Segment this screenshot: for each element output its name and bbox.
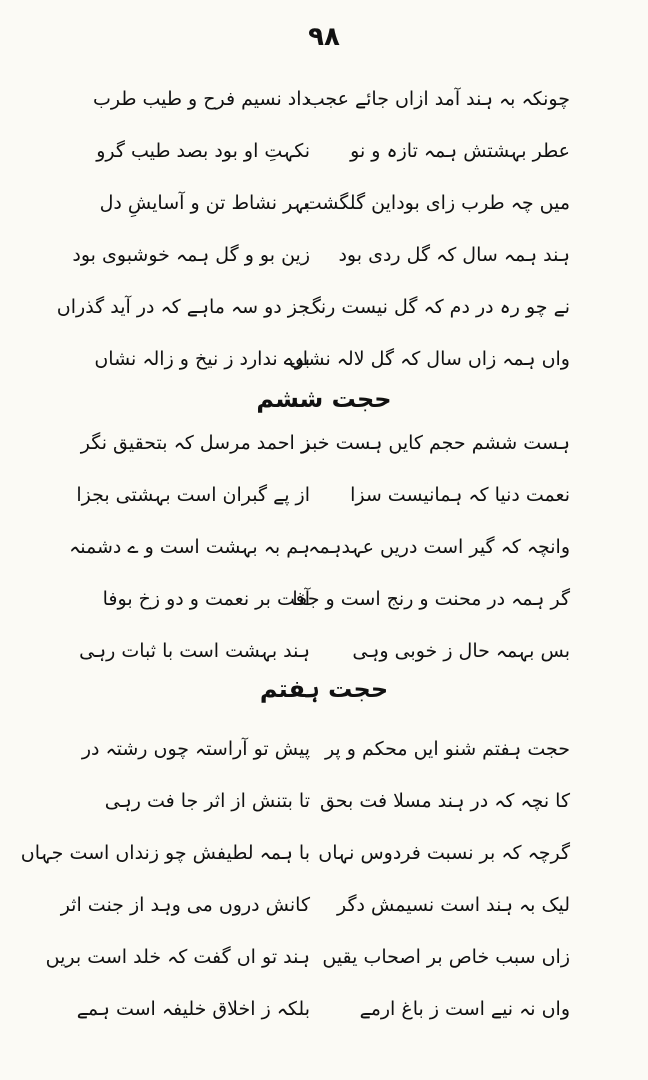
second-hemistich: آفت بر نعمت و دو زخ بوفا [102, 588, 310, 610]
first-hemistich: زاں سبب خاص بر اصحاب یقیں [322, 946, 570, 968]
page-number: ۹۸ [308, 22, 340, 52]
first-hemistich: وانچہ کہ گیر است دریں عہدہمہ [308, 536, 570, 558]
couplet [70, 738, 570, 790]
first-hemistich: واں نہ نیے است ز باغ ارمے [359, 998, 570, 1020]
section-heading-sixth-proof: حجت ششم [256, 385, 392, 413]
second-hemistich: بلکہ ز اخلاق خلیفہ است ہمے [76, 998, 310, 1020]
first-hemistich: واں ہمہ زاں سال کہ گل لالہ نشاں [288, 348, 570, 370]
first-hemistich: ہست ششم حجم کایں ہست خبر [301, 432, 570, 454]
couplet [56, 296, 570, 348]
first-hemistich: گرچہ کہ بر نسبت فردوس نہاں [318, 842, 570, 864]
second-hemistich: پیش تو آراستہ چوں رشتہ در [81, 738, 310, 760]
couplet [70, 432, 570, 484]
couplet [60, 894, 570, 946]
first-hemistich: حجت ہفتم شنو ایں محکم و پر [324, 738, 570, 760]
couplet [20, 842, 570, 894]
second-hemistich: ز احمد مرسل کہ بتحقیق نگر [80, 432, 310, 454]
first-hemistich: نعمت دنیا کہ ہمانیست سزا [350, 484, 570, 506]
section-3-couplets [20, 738, 570, 1050]
first-hemistich: گر ہمہ در محنت و رنج است و جفا [292, 588, 570, 610]
first-hemistich: عطر بہشتش ہمہ تازہ و نو [350, 140, 570, 162]
first-hemistich: میں چہ طرب زای بوداین گلگشت [303, 192, 570, 214]
second-hemistich: ہند بہشت است با ثبات رہی [79, 640, 310, 662]
section-heading-seventh-proof: حجت ہفتم [259, 675, 389, 703]
second-hemistich: داد نسیم فرح و طیب طرب [92, 88, 310, 110]
second-hemistich: با ہمہ لطیفش چو زنداں است جہاں [20, 842, 310, 864]
section-2-couplets [70, 432, 570, 692]
couplet [70, 140, 570, 192]
first-hemistich: چونکہ بہ ہند آمد ازاں جائے عجب [306, 88, 570, 110]
second-hemistich: نکہتِ او بود بصد طیب گرو [96, 140, 310, 162]
couplet [45, 946, 570, 998]
second-hemistich: ہم بہ بہشت است و ے دشمنہ [69, 536, 310, 558]
second-hemistich: بوے ندارد ز نیخ و زالہ نشاں [94, 348, 310, 370]
first-hemistich: نے چو رہ در دم کہ گل نیست رنگ [303, 296, 570, 318]
second-hemistich: از پے گبران است بہشتی بجزا [76, 484, 310, 506]
second-hemistich: کانش دروں می وہد از جنت اثر [60, 894, 310, 916]
first-hemistich: لیک بہ ہند است نسیمش دگر [336, 894, 570, 916]
couplet [70, 588, 570, 640]
couplet [70, 536, 570, 588]
section-1-couplets [56, 88, 570, 400]
first-hemistich: کا نچہ کہ در ہند مسلا فت بحق [319, 790, 570, 812]
second-hemistich: بہر نشاط تن و آسایشِ دل [99, 192, 310, 214]
couplet [70, 484, 570, 536]
second-hemistich: جز دو سہ ماہے کہ در آید گذراں [56, 296, 310, 318]
second-hemistich: تا بتنش از اثر جا فت رہی [104, 790, 310, 812]
first-hemistich: بس بہمہ حال ز خوبی وہی [352, 640, 570, 662]
couplet [70, 192, 570, 244]
couplet [70, 998, 570, 1050]
first-hemistich: ہند ہمہ سال کہ گل ردی بود [338, 244, 570, 266]
second-hemistich: ہند تو اں گفت کہ خلد است بریں [45, 946, 310, 968]
couplet [70, 244, 570, 296]
couplet [70, 790, 570, 842]
second-hemistich: زین بو و گل ہمہ خوشبوی بود [72, 244, 310, 266]
couplet [70, 88, 570, 140]
